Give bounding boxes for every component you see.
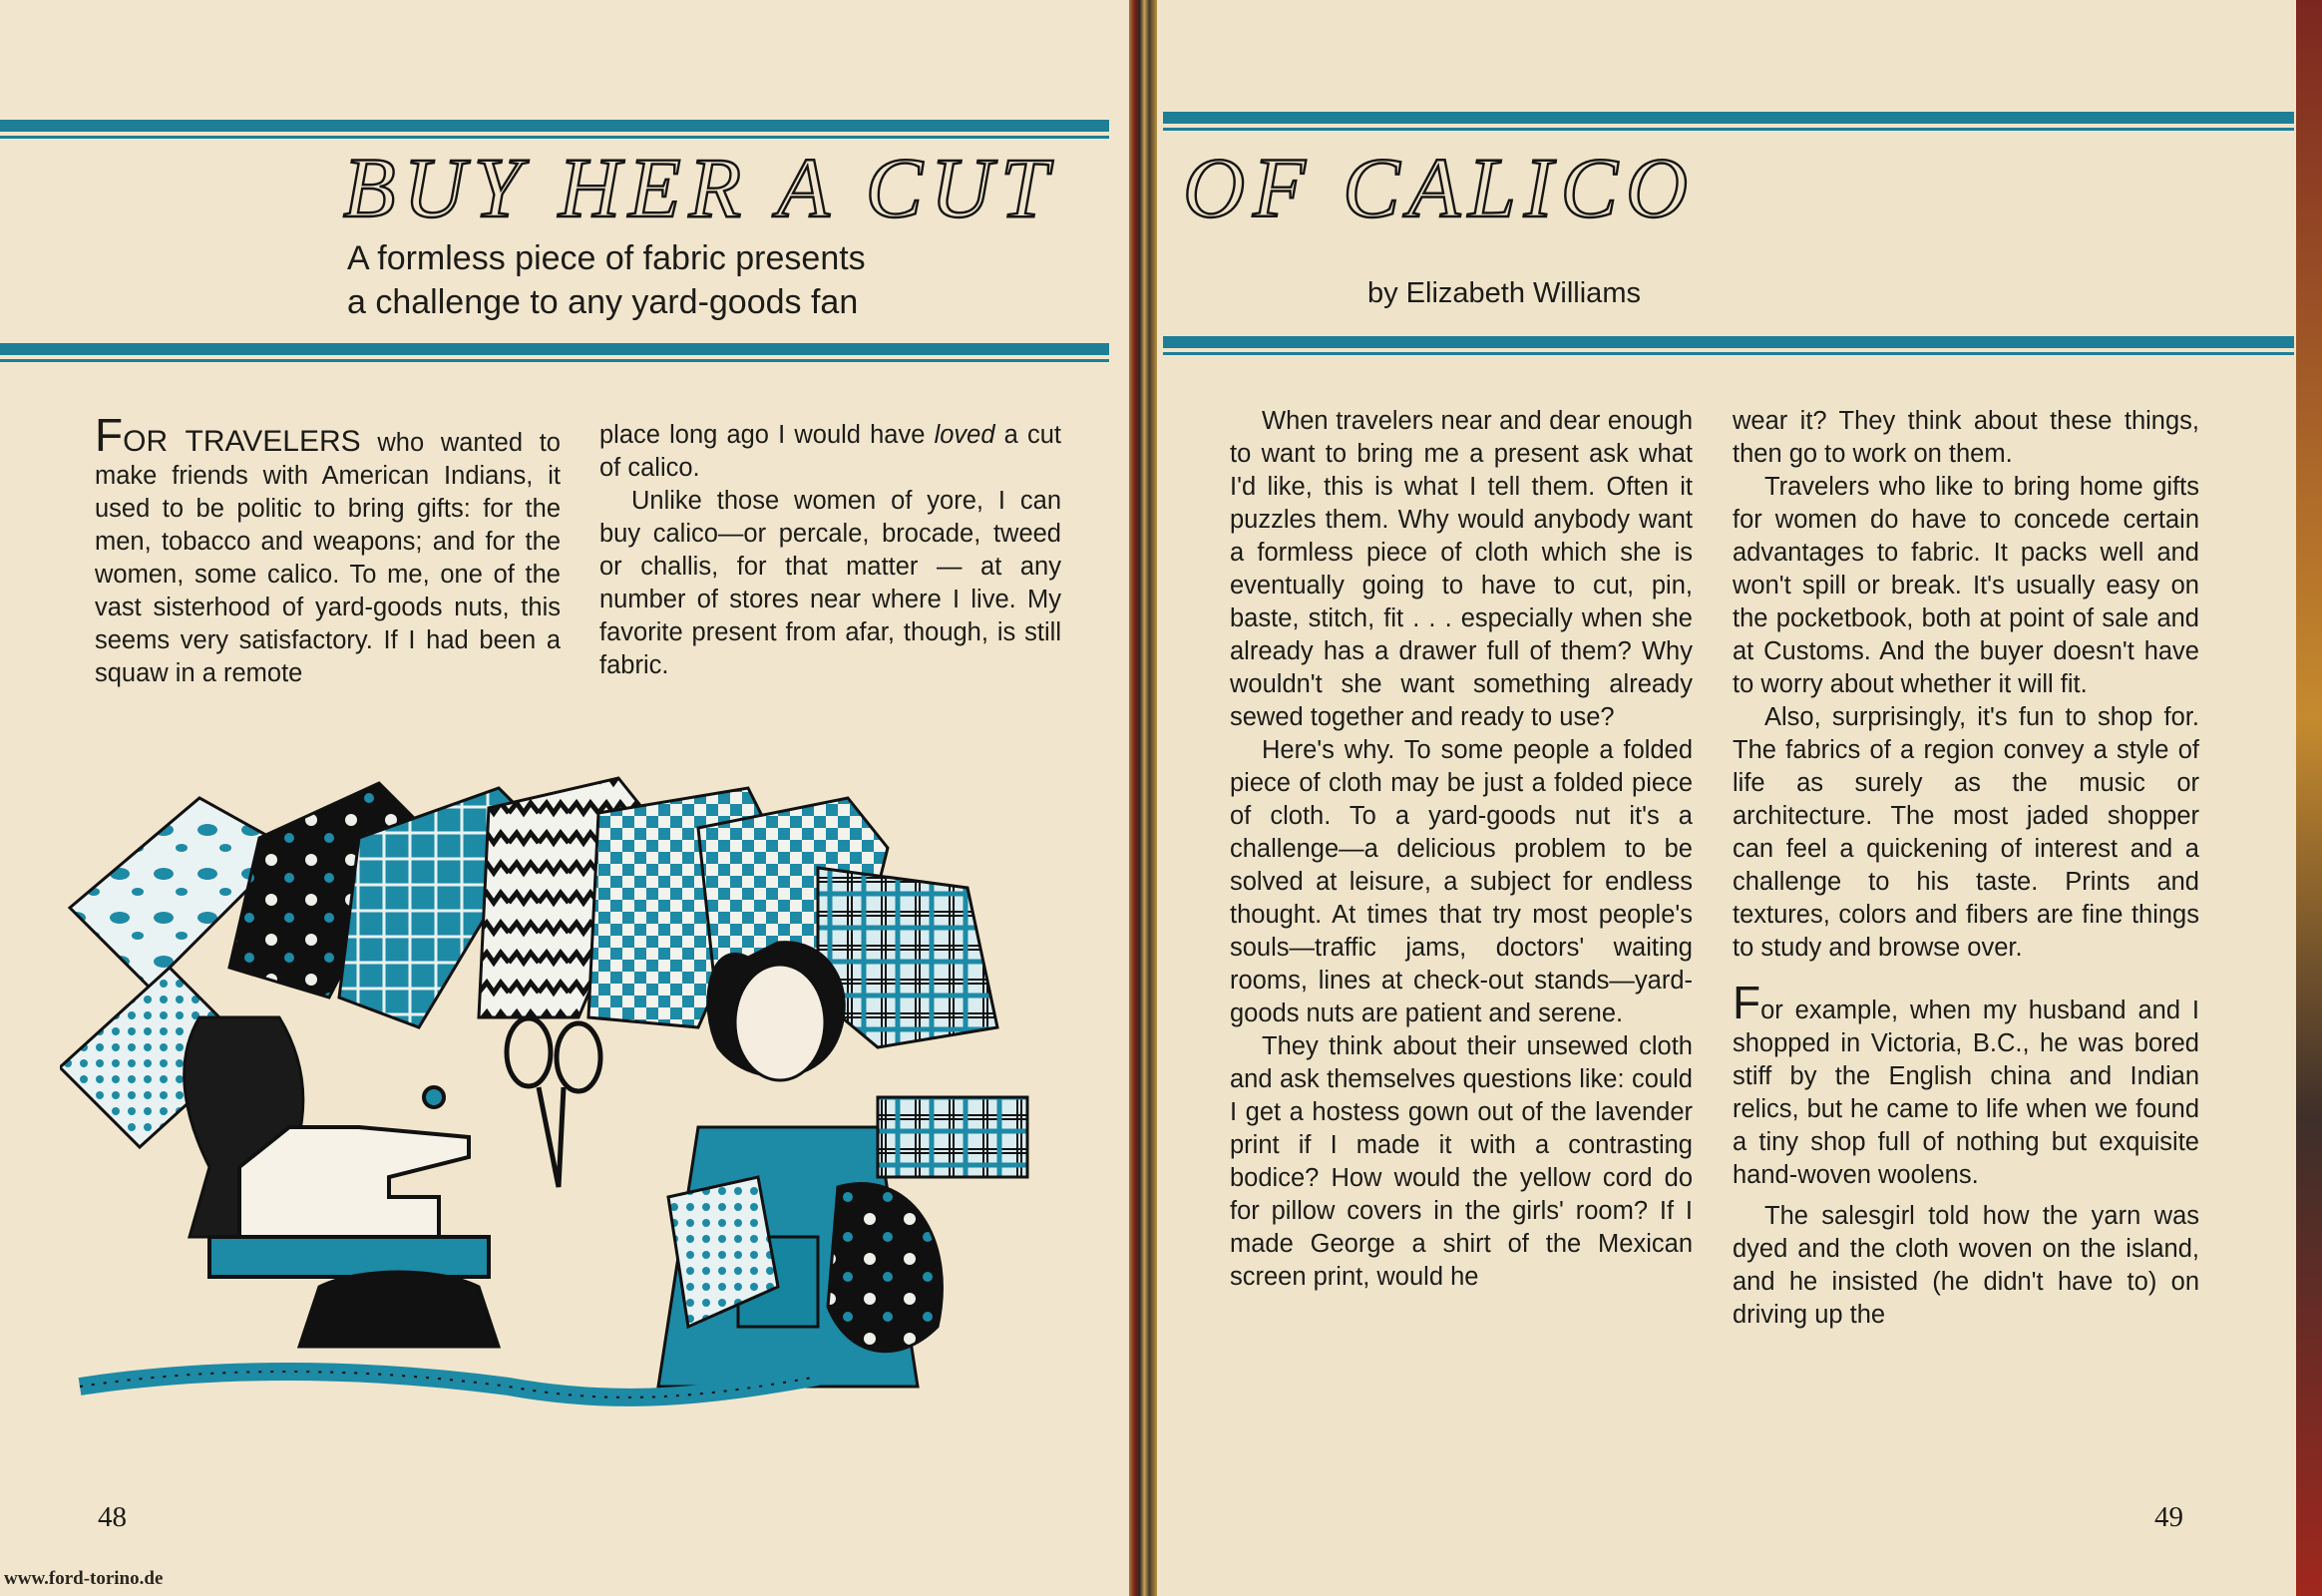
page-edge-stack <box>2296 0 2322 1596</box>
top-rule-right <box>1163 112 2294 124</box>
binding-gutter <box>1129 0 1157 1596</box>
text-span: or example, when my husband and I shopped in Victoria, B.C., he was bored stiff by the English china and Indian relics, but he came to life when we found a tiny shop full of nothing but exquisite hand-woven woolens. <box>1733 997 2199 1189</box>
top-thin-rule-right <box>1163 128 2294 131</box>
opening-smallcaps: OR TRAVELERS <box>123 425 361 458</box>
fabric-illustration <box>60 768 1067 1416</box>
paragraph: They think about their unsewed cloth and ask themselves questions like: could I get a hostess gown out of the lavender print if I made it with a contrasting bodice? How would the yellow cord do for pillow covers in the girls' room? If I made George a shirt of the Mexican screen print, would he <box>1230 1032 1693 1291</box>
text-span: a cut of calico. <box>599 421 1062 482</box>
byline: by Elizabeth Williams <box>1367 277 1641 309</box>
paragraph: When travelers near and dear enough to want to bring me a present ask what I'd like, this is what I tell them. Often it puzzles them. Why would anybody want a formless piece of cloth which she is eventually going to have to cut, pin, baste, stitch, fit . . . especially when she already has a drawer full of them? Why wouldn't she want something already sewed together and ready to use? <box>1230 407 1693 731</box>
text-span: place long ago I would have <box>599 421 935 449</box>
subtitle-line-2: a challenge to any yard-goods fan <box>347 283 859 321</box>
article-subtitle <box>347 236 866 324</box>
paragraph: Unlike those women of yore, I can buy calico—or percale, brocade, tweed or challis, for that matter — at any number of stores near where I live. My favorite present from afar, though, is still fabric. <box>599 487 1061 679</box>
paragraph: The salesgirl told how the yarn was dyed and the cloth woven on the island, and he insisted (he didn't have to) on driving up the <box>1733 1202 2199 1329</box>
subtitle-line-1: A formless piece of fabric presents <box>347 239 866 277</box>
opening-text: who wanted to make friends with American Indians, it used to be politic to bring gifts: for the men, tobacco and weapons; and for the women, some calico. To me, one of the vast sisterhood of yard-goods nuts, this seems very satisfactory. If I had been a squaw in a remote <box>95 429 561 687</box>
right-column-1 <box>1230 405 1693 1294</box>
drop-cap: F <box>1733 977 1761 1028</box>
article-title-right: OF CALICO <box>1183 140 1696 235</box>
header-bottom-rule-left <box>0 343 1109 355</box>
header-bottom-thin-rule-left <box>0 359 1109 362</box>
paragraph: wear it? They think about these things, then go to work on them. <box>1733 407 2199 468</box>
source-credit: www.ford-torino.de <box>4 1568 164 1589</box>
paragraph <box>599 419 1061 485</box>
paragraph: Here's why. To some people a folded piece of cloth may be just a folded piece of cloth. To a yard-goods nut it's a challenge—a delicious problem to be solved at leisure, a subject for endless thought. At times that try most people's souls—traffic jams, doctors' waiting rooms, lines at check-out stands—yard-goods nuts are patient and serene. <box>1230 736 1693 1027</box>
paragraph: Travelers who like to bring home gifts for women do have to concede certain advantages to fabric. It packs well and won't spill or break. It's usually easy on the pocketbook, both at point of sale and at Customs. And the buyer doesn't have to worry about whether it will fit. <box>1733 473 2199 698</box>
top-rule-left <box>0 120 1109 132</box>
drop-cap: F <box>95 409 124 461</box>
left-column-2 <box>599 419 1061 682</box>
header-bottom-rule-right <box>1163 336 2294 348</box>
left-column-1 <box>95 409 561 690</box>
right-column-2 <box>1733 405 2199 1332</box>
page-number-right: 49 <box>2154 1501 2183 1533</box>
opening-paragraph <box>95 409 561 690</box>
article-title-left: BUY HER A CUT <box>343 140 1056 235</box>
paragraph: Also, surprisingly, it's fun to shop for. The fabrics of a region convey a style of life as surely as the music or architecture. The most jaded shopper can feel a quickening of interest and a challenge to his taste. Prints and textures, colors and fibers are fine things to study and browse over. <box>1733 703 2199 962</box>
paragraph <box>1733 977 2199 1192</box>
page-number-left: 48 <box>98 1501 127 1533</box>
header-bottom-thin-rule-right <box>1163 352 2294 355</box>
emphasis-text: loved <box>934 421 995 449</box>
